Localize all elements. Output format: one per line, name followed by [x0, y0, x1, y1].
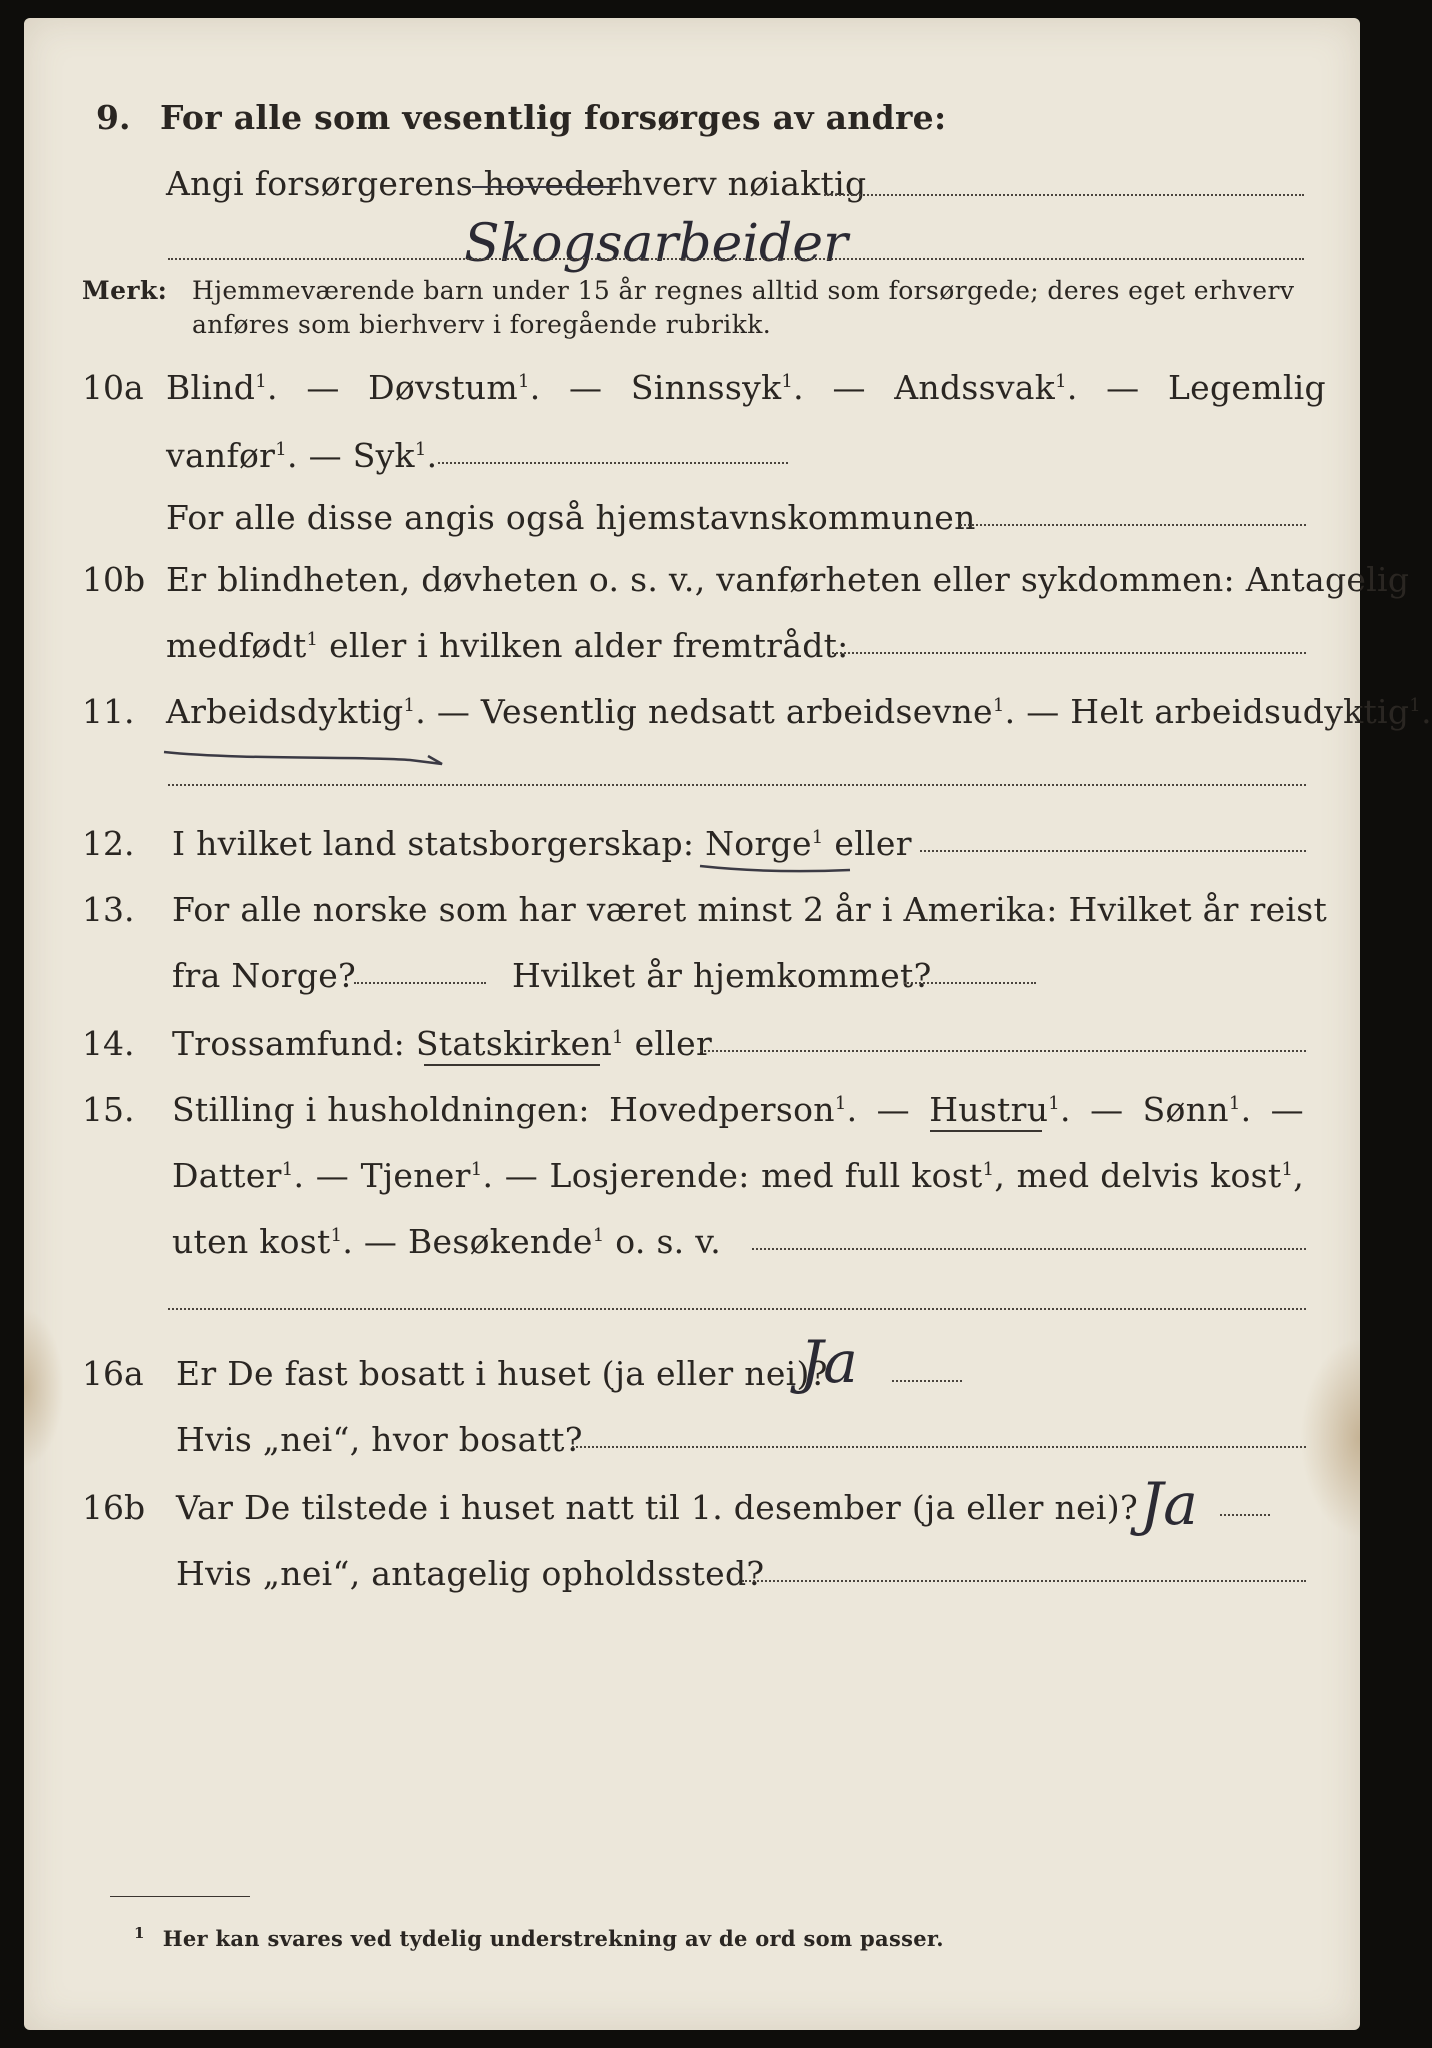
q16a-line2: Hvis „nei“, hvor bosatt?: [176, 1420, 583, 1459]
q12-handwritten-underline: [696, 860, 856, 878]
q10a-andssvak: Andssvak$^1$.: [894, 368, 1078, 407]
paper-stain-left: [24, 1308, 64, 1468]
q10b-line1: Er blindheten, døvheten o. s. v., vanførheten eller sykdommen: Antagelig: [166, 560, 1410, 599]
footnote-text: Her kan svares ved tydelig understrekning av de ord som passer.: [162, 1926, 944, 1951]
q13-line2a: fra Norge?: [172, 956, 357, 995]
q10b-line2: medfødt$^1$ eller i hvilken alder fremtrådt:: [166, 626, 849, 665]
q11-dotted-line: [168, 784, 1306, 786]
q15-number: 15.: [82, 1090, 135, 1129]
q12-dotted-line: [920, 850, 1306, 852]
q9-number: 9.: [96, 98, 131, 137]
q13-line1: For alle norske som har været minst 2 år i Amerika: Hvilket år reist: [172, 890, 1328, 929]
q15-dotted-line-2: [168, 1308, 1306, 1310]
q15-line3: uten kost$^1$. — Besøkende$^1$ o. s. v.: [172, 1222, 722, 1261]
q10a-dotted-line-1: [438, 462, 788, 464]
footnote-rule: [110, 1896, 250, 1897]
q12-opt-norge: Norge: [705, 824, 812, 863]
q13-number: 13.: [82, 890, 135, 929]
q9-line1: For alle som vesentlig forsørges av andre:: [160, 98, 947, 137]
q15-hustru-underline: [930, 1130, 1042, 1132]
footnote: [134, 1924, 944, 1951]
q10b-dotted-line: [832, 652, 1306, 654]
q12-number: 12.: [82, 824, 135, 863]
q9-handwritten-answer: Skogsarbeider: [464, 214, 848, 274]
q11-number: 11.: [82, 692, 135, 731]
merk-line2: anføres som bierhverv i foregående rubrikk.: [192, 310, 772, 339]
q10a-dotted-line-2: [960, 524, 1306, 526]
q12-line: I hvilket land statsborgerskap: Norge$^1$ eller: [172, 824, 912, 863]
q16a-dotted-line-2: [572, 1446, 1306, 1448]
q10a-blind: Blind$^1$.: [166, 368, 278, 407]
footnote-mark: 1: [134, 1924, 145, 1942]
q9-dotted-line-2: [168, 258, 1304, 260]
q11-line: Arbeidsdyktig$^1$. — Vesentlig nedsatt arbeidsevne$^1$. — Helt arbeidsudyktig$^1$.: [166, 692, 1432, 731]
q10a-sinnssyk: Sinnssyk$^1$.: [630, 368, 804, 407]
q14-underline: [424, 1064, 600, 1066]
q13-line2b: Hvilket år hjemkommet?: [512, 956, 932, 995]
q16a-dotted-line-1: [892, 1380, 962, 1382]
q16b-line1: Var De tilstede i huset natt til 1. desember (ja eller nei)?: [176, 1488, 1138, 1527]
q10a-dovstum: Døvstum$^1$.: [368, 368, 541, 407]
q15-dotted-line-1: [752, 1248, 1306, 1250]
q13-dotted-line-2: [904, 982, 1036, 984]
q14-number: 14.: [82, 1024, 135, 1063]
q14-opt-statskirken: Statskirken: [415, 1024, 613, 1063]
census-form-page: [24, 18, 1432, 2030]
q10a-line1: Blind$^1$. — Døvstum$^1$. — Sinnssyk$^1$. — Andssvak$^1$. — Legemlig: [166, 368, 1326, 407]
q10a-line2: vanfør$^1$. — Syk$^1$.: [166, 436, 438, 475]
q15-line1: Stilling i husholdningen: Hovedperson$^1$. — Hustru$^1$. — Sønn$^1$. —: [172, 1090, 1304, 1129]
q16b-number: 16b: [82, 1488, 146, 1527]
q11-opt-arbeidsdyktig: Arbeidsdyktig: [166, 692, 404, 731]
q9-strikethrough: [472, 186, 622, 188]
q16a-line1: Er De fast bosatt i huset (ja eller nei)?: [176, 1354, 828, 1393]
q16b-line2: Hvis „nei“, antagelig opholdssted?: [176, 1554, 765, 1593]
q16a-handwritten-answer: Ja: [800, 1328, 858, 1396]
paper-stain-right: [1300, 1338, 1360, 1538]
q9-dotted-line-1: [824, 194, 1304, 196]
q16b-dotted-line-1: [1220, 1514, 1270, 1516]
merk-line1: Hjemmeværende barn under 15 år regnes alltid som forsørgede; deres eget erhverv: [192, 276, 1295, 305]
q16b-handwritten-answer: Ja: [1140, 1470, 1198, 1538]
q15-opt-hustru: Hustru: [929, 1090, 1049, 1129]
q14-dotted-line: [700, 1050, 1306, 1052]
q9-line2: Angi forsørgerens hovederhverv nøiaktig: [166, 164, 867, 203]
q10a-line3: For alle disse angis også hjemstavnskommunen: [166, 498, 976, 537]
q11-handwritten-underline: [160, 730, 450, 770]
merk-label: Merk:: [82, 276, 168, 305]
q10a-number: 10a: [82, 368, 144, 407]
q13-dotted-line-1: [354, 982, 486, 984]
q10a-legemlig: Legemlig: [1167, 368, 1326, 407]
q14-line: Trossamfund: Statskirken$^1$ eller: [172, 1024, 713, 1063]
q10b-number: 10b: [82, 560, 146, 599]
q16a-number: 16a: [82, 1354, 144, 1393]
q15-line2: Datter$^1$. — Tjener$^1$. — Losjerende: med full kost$^1$, med delvis kost$^1$,: [172, 1156, 1304, 1195]
q16b-dotted-line-2: [742, 1580, 1306, 1582]
